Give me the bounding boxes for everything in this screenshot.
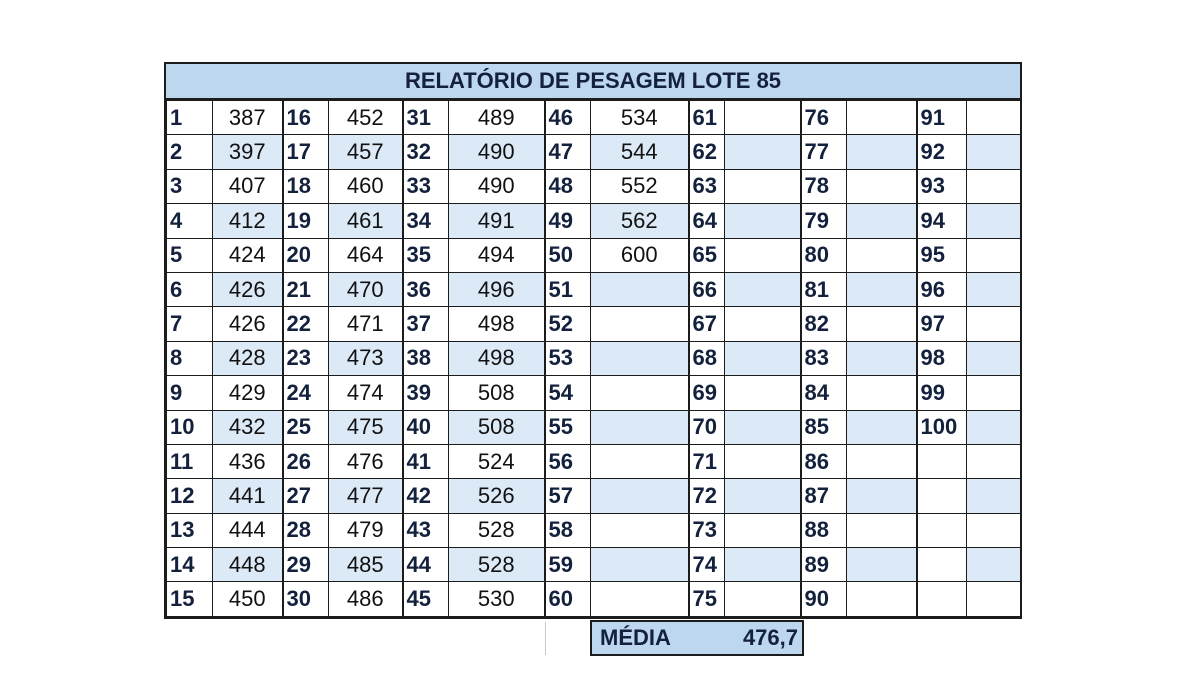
animal-number-cell: 39 bbox=[403, 376, 449, 410]
weight-cell: 424 bbox=[213, 238, 283, 272]
animal-number-cell: 72 bbox=[689, 479, 725, 513]
animal-number-cell: 99 bbox=[917, 376, 967, 410]
animal-number-cell: 56 bbox=[545, 444, 591, 478]
weight-cell bbox=[725, 169, 801, 203]
animal-number-cell: 64 bbox=[689, 204, 725, 238]
average-box bbox=[590, 620, 804, 656]
weight-cell: 397 bbox=[213, 135, 283, 169]
animal-number-cell: 30 bbox=[283, 582, 329, 616]
weight-cell bbox=[591, 341, 689, 375]
weight-cell: 473 bbox=[329, 341, 403, 375]
weight-cell: 475 bbox=[329, 410, 403, 444]
animal-number-cell: 33 bbox=[403, 169, 449, 203]
weight-cell: 412 bbox=[213, 204, 283, 238]
weight-cell bbox=[725, 376, 801, 410]
table-row bbox=[167, 238, 1021, 272]
animal-number-cell: 82 bbox=[801, 307, 847, 341]
animal-number-cell: 24 bbox=[283, 376, 329, 410]
animal-number-cell: 79 bbox=[801, 204, 847, 238]
animal-number-cell: 89 bbox=[801, 548, 847, 582]
weight-cell: 490 bbox=[449, 135, 545, 169]
animal-number-cell: 5 bbox=[167, 238, 213, 272]
weight-cell: 429 bbox=[213, 376, 283, 410]
animal-number-cell: 58 bbox=[545, 513, 591, 547]
animal-number-cell: 66 bbox=[689, 272, 725, 306]
weight-cell: 407 bbox=[213, 169, 283, 203]
weight-cell: 464 bbox=[329, 238, 403, 272]
animal-number-cell: 18 bbox=[283, 169, 329, 203]
weight-cell: 498 bbox=[449, 307, 545, 341]
weight-cell bbox=[847, 272, 917, 306]
weight-cell bbox=[967, 376, 1021, 410]
weight-cell: 530 bbox=[449, 582, 545, 616]
animal-number-cell: 60 bbox=[545, 582, 591, 616]
weight-cell bbox=[967, 410, 1021, 444]
weights-table bbox=[166, 100, 1021, 617]
weight-cell bbox=[591, 548, 689, 582]
animal-number-cell: 63 bbox=[689, 169, 725, 203]
animal-number-cell: 48 bbox=[545, 169, 591, 203]
weight-cell: 491 bbox=[449, 204, 545, 238]
animal-number-cell: 80 bbox=[801, 238, 847, 272]
animal-number-cell: 65 bbox=[689, 238, 725, 272]
weight-cell bbox=[591, 272, 689, 306]
animal-number-cell: 95 bbox=[917, 238, 967, 272]
animal-number-cell: 87 bbox=[801, 479, 847, 513]
weight-cell: 444 bbox=[213, 513, 283, 547]
animal-number-cell: 28 bbox=[283, 513, 329, 547]
animal-number-cell: 62 bbox=[689, 135, 725, 169]
weight-cell bbox=[847, 204, 917, 238]
weight-cell bbox=[725, 238, 801, 272]
animal-number-cell: 91 bbox=[917, 101, 967, 135]
animal-number-cell: 34 bbox=[403, 204, 449, 238]
animal-number-cell: 49 bbox=[545, 204, 591, 238]
animal-number-cell: 73 bbox=[689, 513, 725, 547]
weight-cell bbox=[725, 307, 801, 341]
weight-cell bbox=[967, 135, 1021, 169]
weight-cell: 524 bbox=[449, 444, 545, 478]
animal-number-cell: 6 bbox=[167, 272, 213, 306]
animal-number-cell: 20 bbox=[283, 238, 329, 272]
animal-number-cell: 97 bbox=[917, 307, 967, 341]
table-row bbox=[167, 135, 1021, 169]
table-row bbox=[167, 444, 1021, 478]
animal-number-cell: 68 bbox=[689, 341, 725, 375]
animal-number-cell: 23 bbox=[283, 341, 329, 375]
animal-number-cell: 12 bbox=[167, 479, 213, 513]
weight-cell bbox=[967, 238, 1021, 272]
table-row bbox=[167, 513, 1021, 547]
weight-cell: 476 bbox=[329, 444, 403, 478]
weight-cell bbox=[967, 444, 1021, 478]
animal-number-cell: 85 bbox=[801, 410, 847, 444]
animal-number-cell: 13 bbox=[167, 513, 213, 547]
weight-cell: 436 bbox=[213, 444, 283, 478]
animal-number-cell: 51 bbox=[545, 272, 591, 306]
table-row bbox=[167, 341, 1021, 375]
animal-number-cell: 46 bbox=[545, 101, 591, 135]
animal-number-cell: 22 bbox=[283, 307, 329, 341]
weight-cell: 496 bbox=[449, 272, 545, 306]
animal-number-cell: 71 bbox=[689, 444, 725, 478]
animal-number-cell: 4 bbox=[167, 204, 213, 238]
animal-number-cell: 21 bbox=[283, 272, 329, 306]
animal-number-cell: 70 bbox=[689, 410, 725, 444]
weight-cell bbox=[847, 548, 917, 582]
animal-number-cell: 8 bbox=[167, 341, 213, 375]
animal-number-cell: 84 bbox=[801, 376, 847, 410]
animal-number-cell bbox=[917, 548, 967, 582]
weight-cell bbox=[847, 376, 917, 410]
weight-cell bbox=[725, 341, 801, 375]
weight-cell: 448 bbox=[213, 548, 283, 582]
weight-cell bbox=[725, 272, 801, 306]
animal-number-cell: 10 bbox=[167, 410, 213, 444]
animal-number-cell: 52 bbox=[545, 307, 591, 341]
animal-number-cell bbox=[917, 582, 967, 616]
animal-number-cell: 54 bbox=[545, 376, 591, 410]
animal-number-cell: 78 bbox=[801, 169, 847, 203]
animal-number-cell: 2 bbox=[167, 135, 213, 169]
average-label: MÉDIA bbox=[600, 625, 671, 650]
animal-number-cell: 61 bbox=[689, 101, 725, 135]
weight-cell: 460 bbox=[329, 169, 403, 203]
weight-cell bbox=[967, 341, 1021, 375]
table-row bbox=[167, 272, 1021, 306]
animal-number-cell: 43 bbox=[403, 513, 449, 547]
weight-cell: 450 bbox=[213, 582, 283, 616]
weight-cell bbox=[725, 204, 801, 238]
animal-number-cell: 57 bbox=[545, 479, 591, 513]
weight-cell: 489 bbox=[449, 101, 545, 135]
weight-cell: 471 bbox=[329, 307, 403, 341]
weight-cell bbox=[725, 548, 801, 582]
animal-number-cell: 38 bbox=[403, 341, 449, 375]
animal-number-cell: 9 bbox=[167, 376, 213, 410]
animal-number-cell: 90 bbox=[801, 582, 847, 616]
table-row bbox=[167, 376, 1021, 410]
animal-number-cell: 19 bbox=[283, 204, 329, 238]
weight-cell bbox=[967, 101, 1021, 135]
weight-cell bbox=[725, 135, 801, 169]
weight-cell bbox=[725, 410, 801, 444]
weight-cell: 477 bbox=[329, 479, 403, 513]
weight-cell: 461 bbox=[329, 204, 403, 238]
weight-cell bbox=[967, 548, 1021, 582]
table-row bbox=[167, 548, 1021, 582]
animal-number-cell: 45 bbox=[403, 582, 449, 616]
weight-cell: 534 bbox=[591, 101, 689, 135]
animal-number-cell: 29 bbox=[283, 548, 329, 582]
weight-cell bbox=[847, 479, 917, 513]
weight-cell: 528 bbox=[449, 548, 545, 582]
weight-cell bbox=[847, 101, 917, 135]
weight-cell bbox=[967, 272, 1021, 306]
weight-cell: 441 bbox=[213, 479, 283, 513]
weight-cell bbox=[967, 169, 1021, 203]
animal-number-cell: 31 bbox=[403, 101, 449, 135]
animal-number-cell: 16 bbox=[283, 101, 329, 135]
weight-cell: 426 bbox=[213, 272, 283, 306]
animal-number-cell: 88 bbox=[801, 513, 847, 547]
weight-cell: 544 bbox=[591, 135, 689, 169]
weight-cell: 490 bbox=[449, 169, 545, 203]
weight-cell: 486 bbox=[329, 582, 403, 616]
table-row bbox=[167, 101, 1021, 135]
weight-cell bbox=[967, 582, 1021, 616]
weight-cell bbox=[591, 479, 689, 513]
animal-number-cell: 11 bbox=[167, 444, 213, 478]
weight-cell: 600 bbox=[591, 238, 689, 272]
weight-cell bbox=[591, 376, 689, 410]
animal-number-cell bbox=[917, 444, 967, 478]
animal-number-cell: 26 bbox=[283, 444, 329, 478]
animal-number-cell: 77 bbox=[801, 135, 847, 169]
divider-line bbox=[545, 622, 546, 655]
weight-cell bbox=[847, 135, 917, 169]
table-row bbox=[167, 410, 1021, 444]
animal-number-cell bbox=[917, 479, 967, 513]
weight-cell bbox=[591, 444, 689, 478]
animal-number-cell: 7 bbox=[167, 307, 213, 341]
weight-cell: 562 bbox=[591, 204, 689, 238]
animal-number-cell: 93 bbox=[917, 169, 967, 203]
weight-cell: 387 bbox=[213, 101, 283, 135]
weight-cell bbox=[591, 410, 689, 444]
animal-number-cell: 36 bbox=[403, 272, 449, 306]
animal-number-cell: 83 bbox=[801, 341, 847, 375]
weight-cell bbox=[725, 513, 801, 547]
report-title: RELATÓRIO DE PESAGEM LOTE 85 bbox=[166, 64, 1020, 100]
table-row bbox=[167, 582, 1021, 616]
table-row bbox=[167, 204, 1021, 238]
weight-cell: 528 bbox=[449, 513, 545, 547]
average-value: 476,7 bbox=[742, 625, 798, 650]
weight-cell bbox=[591, 582, 689, 616]
animal-number-cell bbox=[917, 513, 967, 547]
animal-number-cell: 47 bbox=[545, 135, 591, 169]
animal-number-cell: 25 bbox=[283, 410, 329, 444]
animal-number-cell: 17 bbox=[283, 135, 329, 169]
weight-cell: 494 bbox=[449, 238, 545, 272]
animal-number-cell: 50 bbox=[545, 238, 591, 272]
animal-number-cell: 44 bbox=[403, 548, 449, 582]
weight-cell bbox=[847, 307, 917, 341]
animal-number-cell: 86 bbox=[801, 444, 847, 478]
animal-number-cell: 40 bbox=[403, 410, 449, 444]
weight-cell: 428 bbox=[213, 341, 283, 375]
weight-cell bbox=[967, 307, 1021, 341]
animal-number-cell: 59 bbox=[545, 548, 591, 582]
animal-number-cell: 37 bbox=[403, 307, 449, 341]
animal-number-cell: 15 bbox=[167, 582, 213, 616]
weight-cell: 526 bbox=[449, 479, 545, 513]
weight-cell bbox=[725, 444, 801, 478]
weight-cell bbox=[591, 513, 689, 547]
weight-cell: 479 bbox=[329, 513, 403, 547]
weight-cell: 474 bbox=[329, 376, 403, 410]
animal-number-cell: 1 bbox=[167, 101, 213, 135]
weight-cell: 457 bbox=[329, 135, 403, 169]
table-row bbox=[167, 479, 1021, 513]
weight-cell: 470 bbox=[329, 272, 403, 306]
weight-cell bbox=[847, 410, 917, 444]
weight-cell bbox=[725, 101, 801, 135]
weight-cell bbox=[967, 479, 1021, 513]
animal-number-cell: 41 bbox=[403, 444, 449, 478]
animal-number-cell: 3 bbox=[167, 169, 213, 203]
animal-number-cell: 94 bbox=[917, 204, 967, 238]
weight-cell: 508 bbox=[449, 376, 545, 410]
table-row bbox=[167, 307, 1021, 341]
weighing-report-sheet bbox=[164, 62, 1022, 619]
animal-number-cell: 76 bbox=[801, 101, 847, 135]
weight-cell bbox=[725, 582, 801, 616]
weight-cell: 508 bbox=[449, 410, 545, 444]
animal-number-cell: 81 bbox=[801, 272, 847, 306]
weight-cell bbox=[847, 582, 917, 616]
weight-cell bbox=[591, 307, 689, 341]
animal-number-cell: 53 bbox=[545, 341, 591, 375]
weight-cell: 552 bbox=[591, 169, 689, 203]
animal-number-cell: 98 bbox=[917, 341, 967, 375]
weight-cell bbox=[967, 513, 1021, 547]
animal-number-cell: 96 bbox=[917, 272, 967, 306]
weight-cell: 452 bbox=[329, 101, 403, 135]
animal-number-cell: 69 bbox=[689, 376, 725, 410]
animal-number-cell: 55 bbox=[545, 410, 591, 444]
animal-number-cell: 100 bbox=[917, 410, 967, 444]
animal-number-cell: 14 bbox=[167, 548, 213, 582]
weight-cell bbox=[725, 479, 801, 513]
weight-cell bbox=[847, 169, 917, 203]
animal-number-cell: 92 bbox=[917, 135, 967, 169]
weight-cell bbox=[847, 238, 917, 272]
weight-cell bbox=[967, 204, 1021, 238]
weight-cell: 426 bbox=[213, 307, 283, 341]
weight-cell bbox=[847, 341, 917, 375]
animal-number-cell: 27 bbox=[283, 479, 329, 513]
animal-number-cell: 67 bbox=[689, 307, 725, 341]
weight-cell: 485 bbox=[329, 548, 403, 582]
animal-number-cell: 75 bbox=[689, 582, 725, 616]
animal-number-cell: 35 bbox=[403, 238, 449, 272]
animal-number-cell: 74 bbox=[689, 548, 725, 582]
animal-number-cell: 32 bbox=[403, 135, 449, 169]
animal-number-cell: 42 bbox=[403, 479, 449, 513]
weight-cell: 498 bbox=[449, 341, 545, 375]
weight-cell bbox=[847, 444, 917, 478]
weight-cell bbox=[847, 513, 917, 547]
table-row bbox=[167, 169, 1021, 203]
weight-cell: 432 bbox=[213, 410, 283, 444]
